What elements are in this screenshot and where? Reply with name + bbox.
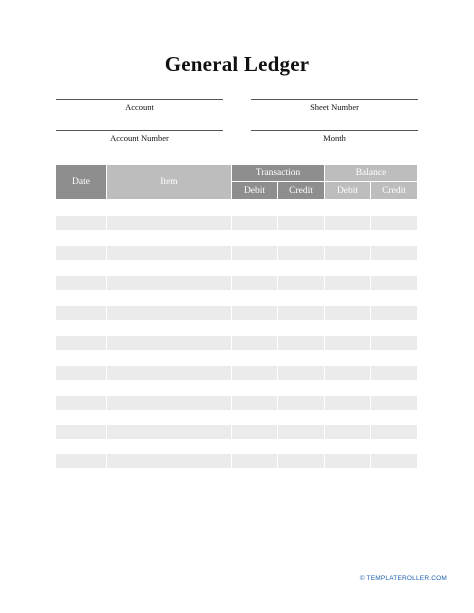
balance-credit-cell[interactable] — [371, 336, 417, 350]
balance-debit-cell[interactable] — [325, 366, 370, 380]
header-balance-credit: Credit — [371, 182, 417, 199]
transaction-credit-cell[interactable] — [278, 246, 324, 260]
transaction-credit-cell[interactable] — [278, 366, 324, 380]
account-number-line — [56, 130, 223, 131]
transaction-debit-cell[interactable] — [232, 216, 277, 230]
sheet-number-line — [251, 99, 418, 100]
ledger-row — [56, 396, 417, 410]
date-cell[interactable] — [56, 454, 106, 468]
balance-debit-cell[interactable] — [325, 336, 370, 350]
transaction-debit-cell[interactable] — [232, 366, 277, 380]
transaction-credit-cell[interactable] — [278, 306, 324, 320]
transaction-debit-cell[interactable] — [232, 396, 277, 410]
ledger-row — [56, 366, 417, 380]
balance-credit-cell[interactable] — [371, 216, 417, 230]
balance-debit-cell[interactable] — [325, 216, 370, 230]
header-transaction-debit: Debit — [232, 182, 277, 199]
transaction-debit-cell[interactable] — [232, 454, 277, 468]
ledger-row — [56, 276, 417, 290]
ledger-row — [56, 336, 417, 350]
balance-debit-cell[interactable] — [325, 246, 370, 260]
footer-link[interactable]: © TEMPLATEROLLER.COM — [359, 575, 447, 582]
ledger-row — [56, 306, 417, 320]
balance-credit-cell[interactable] — [371, 425, 417, 439]
header-item: Item — [107, 165, 231, 199]
balance-credit-cell[interactable] — [371, 396, 417, 410]
transaction-credit-cell[interactable] — [278, 276, 324, 290]
date-cell[interactable] — [56, 246, 106, 260]
balance-debit-cell[interactable] — [325, 306, 370, 320]
item-cell[interactable] — [107, 425, 231, 439]
date-cell[interactable] — [56, 425, 106, 439]
account-field[interactable] — [56, 99, 223, 112]
page-title: General Ledger — [164, 52, 310, 76]
transaction-debit-cell[interactable] — [232, 246, 277, 260]
transaction-credit-cell[interactable] — [278, 454, 324, 468]
balance-credit-cell[interactable] — [371, 454, 417, 468]
ledger-row — [56, 454, 417, 468]
date-cell[interactable] — [56, 306, 106, 320]
transaction-credit-cell[interactable] — [278, 216, 324, 230]
balance-debit-cell[interactable] — [325, 425, 370, 439]
date-cell[interactable] — [56, 366, 106, 380]
item-cell[interactable] — [107, 216, 231, 230]
transaction-credit-cell[interactable] — [278, 396, 324, 410]
transaction-debit-cell[interactable] — [232, 306, 277, 320]
ledger-row — [56, 246, 417, 260]
balance-credit-cell[interactable] — [371, 306, 417, 320]
transaction-debit-cell[interactable] — [232, 276, 277, 290]
item-cell[interactable] — [107, 366, 231, 380]
month-line — [251, 130, 418, 131]
month-field[interactable] — [251, 130, 418, 143]
item-cell[interactable] — [107, 246, 231, 260]
balance-credit-cell[interactable] — [371, 246, 417, 260]
header-date: Date — [56, 165, 106, 199]
account-number-field[interactable] — [56, 130, 223, 143]
header-balance: Balance — [325, 165, 417, 181]
date-cell[interactable] — [56, 336, 106, 350]
account-label: Account — [125, 102, 154, 112]
month-label: Month — [323, 133, 346, 143]
balance-debit-cell[interactable] — [325, 276, 370, 290]
item-cell[interactable] — [107, 454, 231, 468]
transaction-credit-cell[interactable] — [278, 336, 324, 350]
item-cell[interactable] — [107, 396, 231, 410]
ledger-row — [56, 425, 417, 439]
header-balance-debit: Debit — [325, 182, 370, 199]
date-cell[interactable] — [56, 396, 106, 410]
sheet-number-label: Sheet Number — [310, 102, 359, 112]
account-line — [56, 99, 223, 100]
item-cell[interactable] — [107, 336, 231, 350]
header-transaction: Transaction — [232, 165, 324, 181]
transaction-credit-cell[interactable] — [278, 425, 324, 439]
header-transaction-credit: Credit — [278, 182, 324, 199]
date-cell[interactable] — [56, 276, 106, 290]
sheet-number-field[interactable] — [251, 99, 418, 112]
transaction-debit-cell[interactable] — [232, 425, 277, 439]
balance-debit-cell[interactable] — [325, 454, 370, 468]
account-number-label: Account Number — [110, 133, 169, 143]
item-cell[interactable] — [107, 306, 231, 320]
item-cell[interactable] — [107, 276, 231, 290]
ledger-row — [56, 216, 417, 230]
balance-debit-cell[interactable] — [325, 396, 370, 410]
transaction-debit-cell[interactable] — [232, 336, 277, 350]
date-cell[interactable] — [56, 216, 106, 230]
balance-credit-cell[interactable] — [371, 366, 417, 380]
balance-credit-cell[interactable] — [371, 276, 417, 290]
